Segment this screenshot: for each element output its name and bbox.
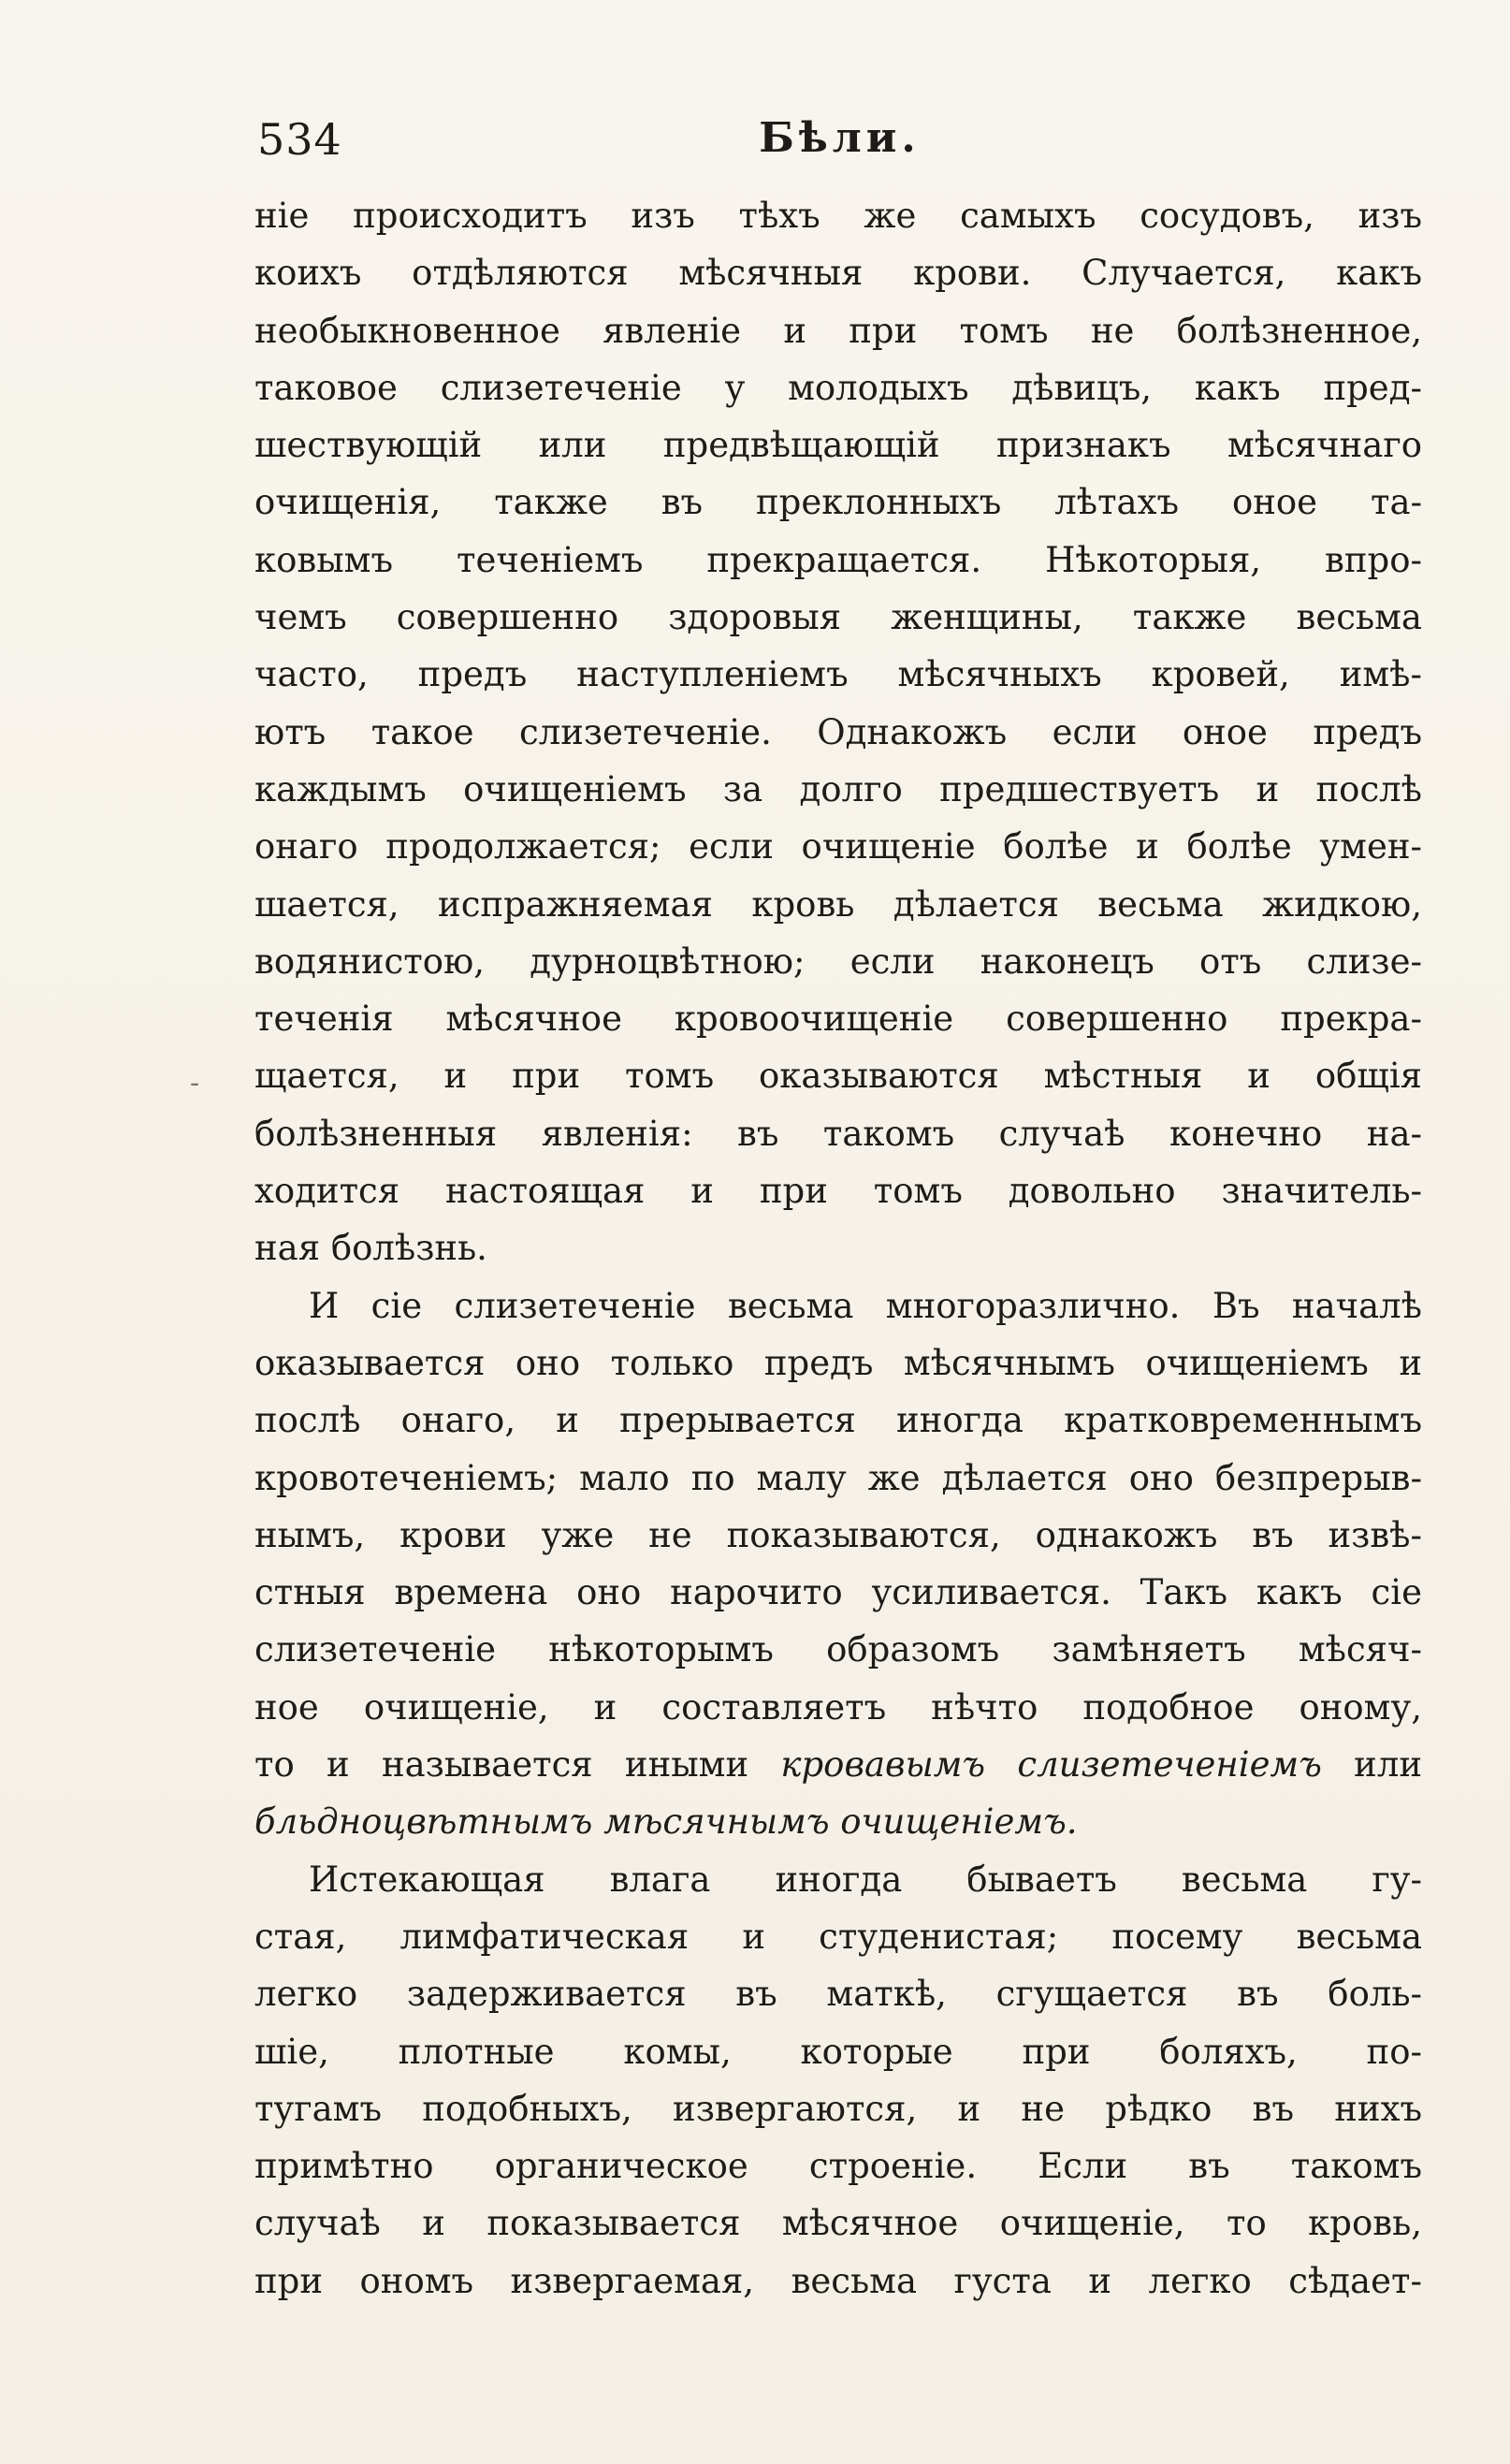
text-line: кровотеченіемъ; мало по малу же дѣлается оно безпрерыв-	[254, 1457, 1422, 1498]
text-line: стая, лимфатическая и студенистая; посему весьма	[254, 1916, 1422, 1957]
text-line: шіе, плотные комы, которые при боляхъ, по-	[254, 2031, 1422, 2072]
text-line: ное очищеніе, и составляетъ нѣчто подобное оному,	[254, 1686, 1422, 1728]
text-line: примѣтно органическое строеніе. Если въ такомъ	[254, 2146, 1422, 2187]
text-line: теченія мѣсячное кровоочищеніе совершенно прекра-	[254, 999, 1422, 1040]
text-line: необыкновенное явленіе и при томъ не болѣзненное,	[254, 310, 1422, 351]
page-number: 534	[257, 114, 342, 165]
text-line: оказывается оно только предъ мѣсячнымъ очищеніемъ и	[254, 1342, 1422, 1383]
text-line: ходится настоящая и при томъ довольно значитель-	[254, 1171, 1422, 1212]
italic-term-line: бльдноцвѣтнымъ мѣсячнымъ очищеніемъ.	[254, 1801, 1078, 1843]
text-line: водянистою, дурноцвѣтною; если наконецъ отъ слизе-	[254, 940, 1422, 982]
text-line: Истекающая влага иногда бываетъ весьма гу-	[309, 1859, 1422, 1900]
text-line: каждымъ очищеніемъ за долго предшествуетъ и послѣ	[254, 768, 1422, 809]
text-line: послѣ онаго, и прерывается иногда кратковременнымъ	[254, 1400, 1422, 1441]
paragraph-3	[254, 1851, 1422, 2310]
text-line: шается, испражняемая кровь дѣлается весьма жидкою,	[254, 883, 1422, 925]
text-line: нымъ, крови уже не показываются, однакожъ въ извѣ-	[254, 1514, 1422, 1555]
text-line: И сіе слизетеченіе весьма многоразлично. Въ началѣ	[309, 1285, 1422, 1326]
text-line: легко задерживается въ маткѣ, сгущается въ боль-	[254, 1974, 1422, 2015]
text-line: коихъ отдѣляются мѣсячныя крови. Случается, какъ	[254, 253, 1422, 294]
margin-mark: -	[190, 1067, 200, 1100]
text-line: ніе происходитъ изъ тѣхъ же самыхъ сосудовъ, изъ	[254, 196, 1422, 236]
text-run: или	[1354, 1744, 1422, 1786]
text-line: при ономъ извергаемая, весьма густа и легко сѣдает-	[254, 2260, 1422, 2301]
running-title: Бѣли.	[759, 114, 921, 162]
paragraph-2	[254, 1277, 1422, 1851]
page-header	[257, 114, 1422, 170]
text-line-mixed	[254, 1736, 1422, 1793]
text-line: слизетеченіе нѣкоторымъ образомъ замѣняетъ мѣсяч-	[254, 1629, 1422, 1670]
text-line: болѣзненныя явленія: въ такомъ случаѣ конечно на-	[254, 1113, 1422, 1154]
body-text	[254, 187, 1422, 2310]
text-line: чемъ совершенно здоровыя женщины, также весьма	[254, 597, 1422, 638]
text-line: таковое слизетеченіе у молодыхъ дѣвицъ, какъ пред-	[254, 367, 1422, 408]
text-line: щается, и при томъ оказываются мѣстныя и общія	[254, 1056, 1422, 1097]
text-line: шествующій или предвѣщающій признакъ мѣсячнаго	[254, 425, 1422, 466]
text-line: стныя времена оно нарочито усиливается. Такъ какъ сіе	[254, 1572, 1422, 1613]
paragraph-1	[254, 187, 1422, 1277]
text-line: тугамъ подобныхъ, извергаются, и не рѣдко въ нихъ	[254, 2088, 1422, 2129]
text-line: ковымъ теченіемъ прекращается. Нѣкоторыя, впро-	[254, 539, 1422, 580]
text-line: очищенія, также въ преклонныхъ лѣтахъ оное та-	[254, 482, 1422, 523]
text-line: часто, предъ наступленіемъ мѣсячныхъ кровей, имѣ-	[254, 654, 1422, 695]
text-line: ютъ такое слизетеченіе. Однакожъ если оное предъ	[254, 711, 1422, 752]
text-line: случаѣ и показывается мѣсячное очищеніе, то кровь,	[254, 2203, 1422, 2244]
text-line: ная болѣзнь.	[254, 1228, 487, 1269]
italic-term: кровавымъ слизетеченіемъ	[780, 1744, 1322, 1786]
text-line: онаго продолжается; если очищеніе болѣе и болѣе умен-	[254, 826, 1422, 868]
text-run: то и называется иными	[254, 1744, 749, 1786]
